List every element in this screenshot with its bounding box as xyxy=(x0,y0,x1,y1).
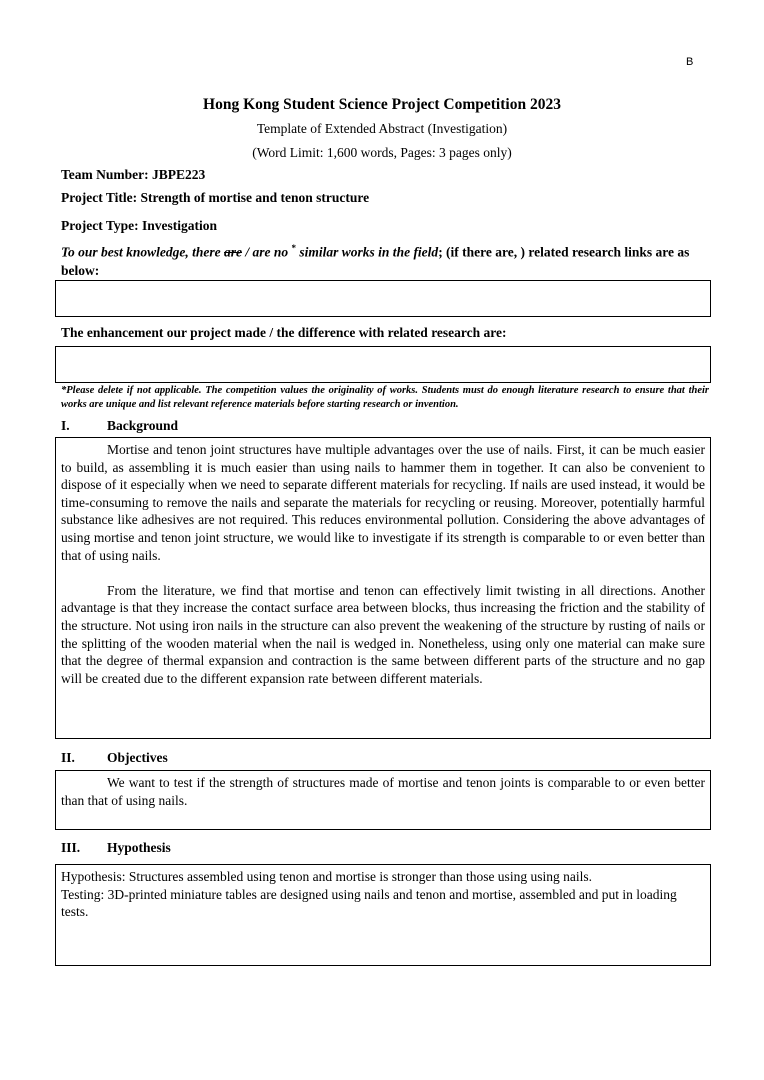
originality-note: *Please delete if not applicable. The competition values the originality of works. Students must do enough literature research to ensure that their works are unique and list relevant reference materials before starting research or invention. xyxy=(61,385,709,410)
template-subtitle: Template of Extended Abstract (Investigation) xyxy=(256,121,508,136)
objectives-paragraph: We want to test if the strength of structures made of mortise and tenon joints is comparable to or even better than that of using nails. xyxy=(61,775,705,808)
background-box xyxy=(55,437,711,739)
prior-work-star: * xyxy=(291,243,297,253)
document-title: Hong Kong Student Science Project Competition 2023 xyxy=(203,96,561,113)
prior-work-part1: To our best knowledge, there xyxy=(61,244,225,260)
page-corner-mark: B xyxy=(686,56,694,68)
section-number: II. xyxy=(61,750,75,765)
background-paragraph-1: Mortise and tenon joint structures have multiple advantages over the use of nails. First, it can be much easier to build, as assembling it is much easier than using nails to hammer them in together. It can also be convenient to dispose of it especially when we need to separate different materials for recycling. If nails are used instead, it would be time-consuming to remove the nails and separate the materials for recycling or reusing. Moreover, potentially harmful substance like adhesives are not required. This reduces environmental pollution. Considering the above advantages of using mortise and tenon joint structure, we would like to investigate if its strength is comparable to or even better than that of using nails. xyxy=(61,442,705,563)
prior-work-part3: similar works in the field xyxy=(296,244,439,260)
enhancement-label: The enhancement our project made / the difference with related research are: xyxy=(61,325,507,340)
prior-work-part4: ; (if there are, ) related research links are as below: xyxy=(61,244,690,278)
section-title: Background xyxy=(107,418,179,433)
section-number: III. xyxy=(61,840,81,855)
team-number: Team Number: JBPE223 xyxy=(61,167,206,182)
related-links-box[interactable] xyxy=(55,280,711,317)
section-heading-objectives xyxy=(61,750,168,766)
hypothesis-testing: Testing: 3D-printed miniature tables are designed using nails and tenon and mortise, assembled and put in loading tests. xyxy=(61,886,677,920)
hypothesis-statement: Hypothesis: Structures assembled using tenon and mortise is stronger than those using using nails. xyxy=(61,869,592,884)
prior-work-part2: / are no xyxy=(242,244,292,260)
enhancement-box[interactable] xyxy=(55,346,711,383)
project-type: Project Type: Investigation xyxy=(61,218,217,233)
prior-work-statement xyxy=(61,239,709,280)
section-heading-hypothesis xyxy=(61,840,171,856)
section-number: I. xyxy=(61,418,70,433)
hypothesis-box xyxy=(55,864,711,966)
project-title: Project Title: Strength of mortise and tenon structure xyxy=(61,190,370,205)
section-title: Hypothesis xyxy=(107,840,171,855)
section-heading-background xyxy=(61,418,178,434)
background-paragraph-2: From the literature, we find that mortise and tenon can effectively limit twisting in all directions. Another advantage is that they increase the contact surface area between blocks, thus increasing the friction and the stability of the structure. Not using iron nails in the structure can also prevent the weakening of the structure by rusting of nails or the splitting of the wooden material when the nail is wedged in. Nonetheless, using only one material can make sure that the degree of thermal expansion and contraction is the same between different parts of the structure and no gap will be created due to the different expansion rate between different materials. xyxy=(61,582,705,686)
word-limit-subtitle: (Word Limit: 1,600 words, Pages: 3 pages only) xyxy=(252,145,512,160)
objectives-box xyxy=(55,770,711,830)
section-title: Objectives xyxy=(107,750,168,765)
prior-work-struck-option: are xyxy=(224,244,243,260)
